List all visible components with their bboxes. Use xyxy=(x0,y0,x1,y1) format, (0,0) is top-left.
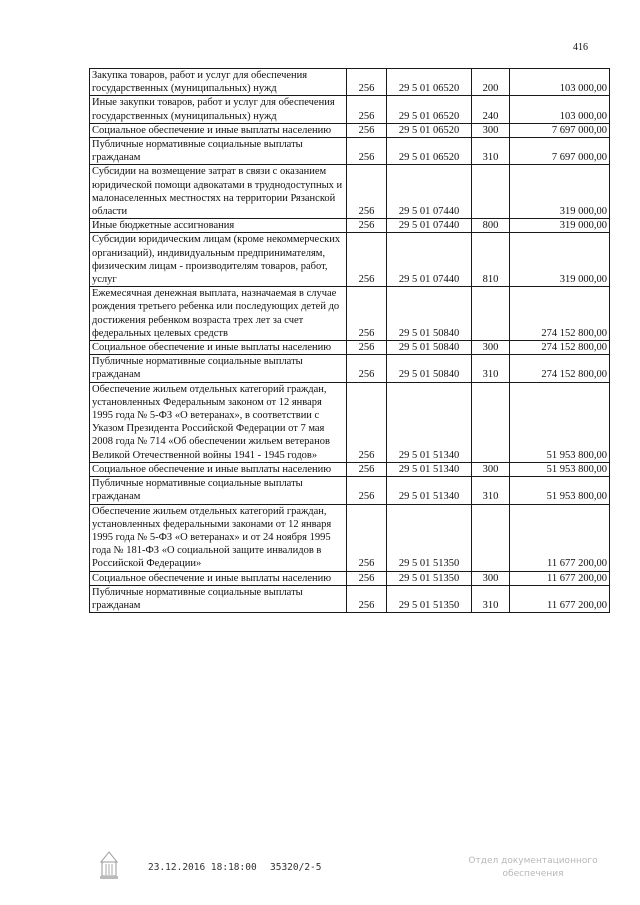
cell-csr: 29 5 01 51350 xyxy=(387,504,472,571)
cell-name: Обеспечение жильем отдельных категорий граждан, установленных Федеральным законом от 12 января 1995 года № 5-ФЗ «О ветеранах», в соответствии с Указом Президента Российской Федерации от 7 мая 2008 года № 714 «Об обеспечении жильем ветеранов Великой Отечественной войны 1941 - 1945 годов» xyxy=(90,382,347,462)
cell-name: Субсидии на возмещение затрат в связи с оказанием юридической помощи адвокатами в труднодоступных и малонаселенных местностях на территории Рязанской области xyxy=(90,165,347,219)
cell-name: Публичные нормативные социальные выплаты гражданам xyxy=(90,138,347,165)
budget-table xyxy=(89,68,610,613)
cell-ved: 256 xyxy=(347,341,387,355)
building-stamp-icon xyxy=(98,850,120,884)
table-row xyxy=(90,462,610,476)
table-row xyxy=(90,123,610,137)
cell-name: Социальное обеспечение и иные выплаты населению xyxy=(90,571,347,585)
cell-ved: 256 xyxy=(347,504,387,571)
cell-vr xyxy=(472,165,510,219)
cell-name: Иные закупки товаров, работ и услуг для обеспечения государственных (муниципальных) нужд xyxy=(90,96,347,123)
table-row xyxy=(90,341,610,355)
cell-sum: 11 677 200,00 xyxy=(510,571,610,585)
cell-vr: 300 xyxy=(472,571,510,585)
cell-sum: 51 953 800,00 xyxy=(510,382,610,462)
cell-csr: 29 5 01 07440 xyxy=(387,165,472,219)
cell-vr: 300 xyxy=(472,462,510,476)
cell-sum: 274 152 800,00 xyxy=(510,355,610,382)
cell-ved: 256 xyxy=(347,571,387,585)
cell-name: Ежемесячная денежная выплата, назначаемая в случае рождения третьего ребенка или последующих детей до достижения ребенком возраста трех лет за счет федеральных целевых средств xyxy=(90,287,347,341)
cell-ved: 256 xyxy=(347,355,387,382)
cell-csr: 29 5 01 51340 xyxy=(387,477,472,504)
cell-csr: 29 5 01 51340 xyxy=(387,382,472,462)
cell-sum: 11 677 200,00 xyxy=(510,504,610,571)
cell-vr xyxy=(472,287,510,341)
cell-ved: 256 xyxy=(347,382,387,462)
table-row xyxy=(90,287,610,341)
table-row xyxy=(90,382,610,462)
cell-ved: 256 xyxy=(347,462,387,476)
cell-vr: 810 xyxy=(472,233,510,287)
cell-ved: 256 xyxy=(347,96,387,123)
cell-vr: 310 xyxy=(472,477,510,504)
cell-name: Обеспечение жильем отдельных категорий граждан, установленных федеральными законами от 12 января 1995 года № 5-ФЗ «О ветеранах» и от 24 ноября 1995 года № 181-ФЗ «О социальной защите инвалидов в Российской Федерации» xyxy=(90,504,347,571)
cell-name: Публичные нормативные социальные выплаты гражданам xyxy=(90,585,347,612)
cell-vr: 240 xyxy=(472,96,510,123)
cell-ved: 256 xyxy=(347,219,387,233)
cell-ved: 256 xyxy=(347,69,387,96)
table-row xyxy=(90,96,610,123)
cell-vr: 310 xyxy=(472,138,510,165)
table-row xyxy=(90,477,610,504)
cell-csr: 29 5 01 51350 xyxy=(387,571,472,585)
table-row xyxy=(90,355,610,382)
cell-ved: 256 xyxy=(347,287,387,341)
cell-ved: 256 xyxy=(347,585,387,612)
table-row xyxy=(90,165,610,219)
cell-ved: 256 xyxy=(347,165,387,219)
cell-sum: 7 697 000,00 xyxy=(510,123,610,137)
table-row xyxy=(90,571,610,585)
cell-csr: 29 5 01 07440 xyxy=(387,219,472,233)
cell-csr: 29 5 01 51350 xyxy=(387,585,472,612)
cell-name: Социальное обеспечение и иные выплаты населению xyxy=(90,341,347,355)
table-row xyxy=(90,585,610,612)
cell-name: Публичные нормативные социальные выплаты гражданам xyxy=(90,477,347,504)
cell-ved: 256 xyxy=(347,123,387,137)
cell-vr: 800 xyxy=(472,219,510,233)
cell-sum: 103 000,00 xyxy=(510,69,610,96)
cell-csr: 29 5 01 06520 xyxy=(387,96,472,123)
cell-sum: 103 000,00 xyxy=(510,96,610,123)
cell-csr: 29 5 01 51340 xyxy=(387,462,472,476)
cell-sum: 274 152 800,00 xyxy=(510,287,610,341)
cell-sum: 319 000,00 xyxy=(510,219,610,233)
budget-table-body xyxy=(90,69,610,613)
cell-name: Закупка товаров, работ и услуг для обеспечения государственных (муниципальных) нужд xyxy=(90,69,347,96)
table-row xyxy=(90,233,610,287)
cell-vr: 200 xyxy=(472,69,510,96)
page-number: 416 xyxy=(573,42,588,53)
table-row xyxy=(90,69,610,96)
cell-ved: 256 xyxy=(347,138,387,165)
cell-sum: 51 953 800,00 xyxy=(510,462,610,476)
cell-sum: 319 000,00 xyxy=(510,165,610,219)
cell-csr: 29 5 01 06520 xyxy=(387,123,472,137)
cell-csr: 29 5 01 06520 xyxy=(387,138,472,165)
cell-vr: 300 xyxy=(472,123,510,137)
cell-csr: 29 5 01 50840 xyxy=(387,341,472,355)
footer-watermark: Отдел документационного обеспечения xyxy=(468,856,598,879)
table-row xyxy=(90,504,610,571)
footer-doc-code: 35320/2-5 xyxy=(270,862,322,873)
cell-csr: 29 5 01 50840 xyxy=(387,355,472,382)
cell-sum: 11 677 200,00 xyxy=(510,585,610,612)
cell-ved: 256 xyxy=(347,233,387,287)
cell-vr: 310 xyxy=(472,355,510,382)
cell-vr xyxy=(472,504,510,571)
cell-csr: 29 5 01 50840 xyxy=(387,287,472,341)
cell-sum: 319 000,00 xyxy=(510,233,610,287)
cell-name: Социальное обеспечение и иные выплаты населению xyxy=(90,462,347,476)
cell-vr: 300 xyxy=(472,341,510,355)
cell-vr xyxy=(472,382,510,462)
cell-ved: 256 xyxy=(347,477,387,504)
cell-csr: 29 5 01 06520 xyxy=(387,69,472,96)
cell-name: Субсидии юридическим лицам (кроме некоммерческих организаций), индивидуальным предпринимателям, физическим лицам - производителям товаров, работ, услуг xyxy=(90,233,347,287)
cell-name: Публичные нормативные социальные выплаты гражданам xyxy=(90,355,347,382)
cell-sum: 7 697 000,00 xyxy=(510,138,610,165)
cell-sum: 51 953 800,00 xyxy=(510,477,610,504)
table-row xyxy=(90,219,610,233)
cell-name: Иные бюджетные ассигнования xyxy=(90,219,347,233)
cell-csr: 29 5 01 07440 xyxy=(387,233,472,287)
table-row xyxy=(90,138,610,165)
cell-name: Социальное обеспечение и иные выплаты населению xyxy=(90,123,347,137)
cell-sum: 274 152 800,00 xyxy=(510,341,610,355)
footer-timestamp: 23.12.2016 18:18:00 xyxy=(148,862,257,873)
cell-vr: 310 xyxy=(472,585,510,612)
